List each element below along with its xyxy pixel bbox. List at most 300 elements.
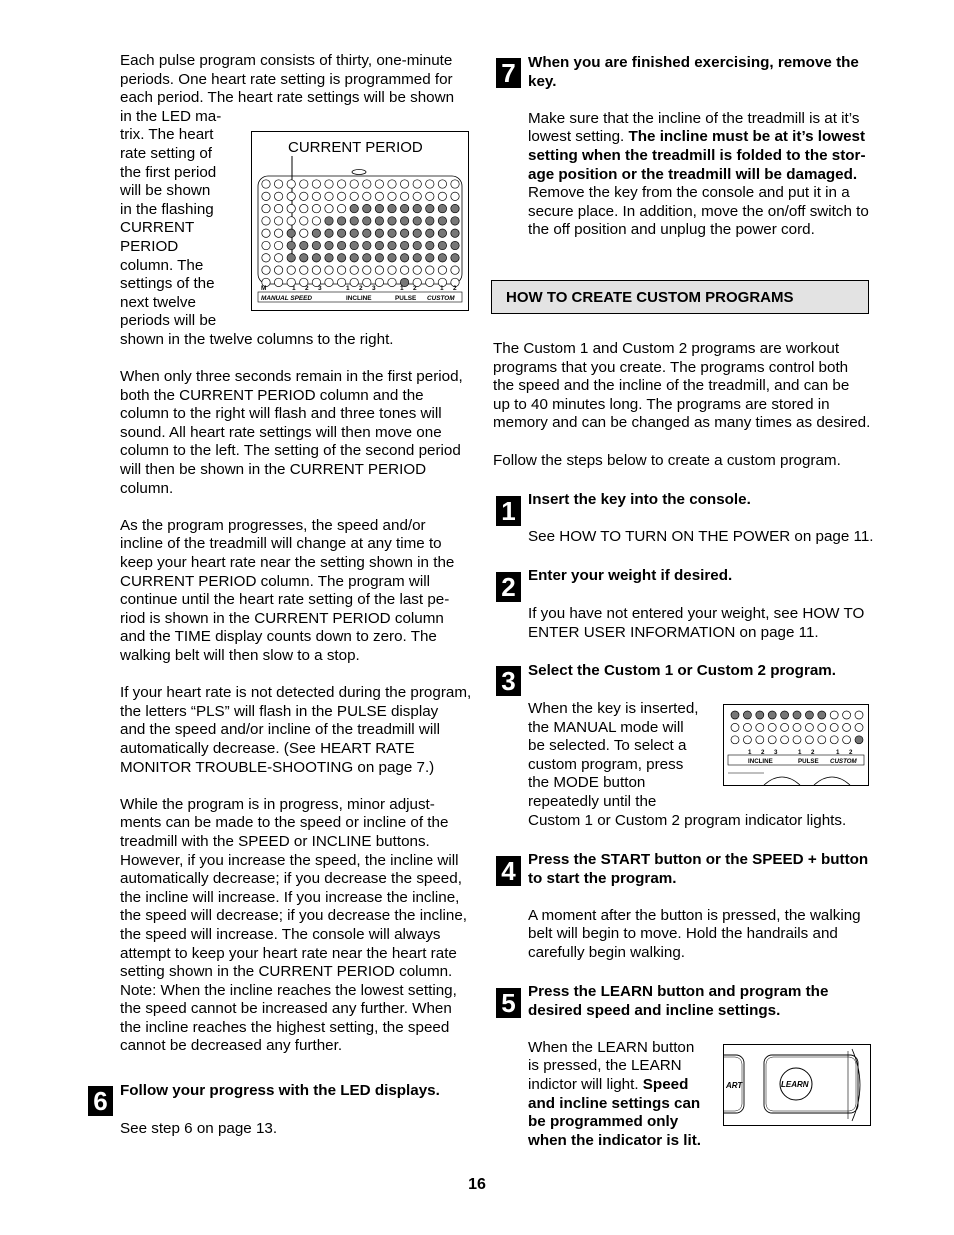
led-dot [805, 723, 813, 731]
led-dot [413, 266, 421, 274]
led-dot [438, 241, 446, 249]
p1-line: in the LED ma- [120, 107, 222, 125]
current-period-label: CURRENT PERIOD [288, 139, 423, 156]
step-4 [528, 851, 880, 963]
p1-line: Each pulse program consists of thirty, one-minute [120, 52, 453, 69]
body-text: indictor will light. [528, 1075, 643, 1093]
led-dot [731, 711, 739, 719]
body-text: secure place. In addition, move the on/off switch to [528, 202, 869, 220]
led-dot [262, 229, 270, 237]
p5-line: While the program is in progress, minor adjust- [120, 795, 435, 813]
led-dot [312, 266, 320, 274]
p3-line: riod is shown in the CURRENT PERIOD column [120, 609, 444, 627]
matrix-digit: 2 [305, 285, 309, 292]
led-dot [363, 229, 371, 237]
matrix-digit: 2 [359, 285, 363, 292]
p4-line: MONITOR TROUBLE-SHOOTING on page 7.) [120, 758, 435, 776]
led-dot [843, 723, 851, 731]
body-bold-text: setting when the treadmill is folded to the stor- [528, 146, 866, 164]
led-dot [337, 204, 345, 212]
body-text: Make sure that the incline of the treadmill is at it’s [528, 109, 860, 127]
section-heading: HOW TO CREATE CUSTOM PROGRAMS [506, 289, 794, 306]
led-dot [325, 254, 333, 262]
led-dot [743, 723, 751, 731]
paragraph-5 [120, 796, 472, 1056]
led-dot [451, 229, 459, 237]
led-dot [388, 217, 396, 225]
section-heading-box [491, 280, 869, 314]
step-4-body-line: carefully begin walking. [528, 943, 686, 961]
led-dot [793, 711, 801, 719]
led-dot [426, 217, 434, 225]
matrix-digit: M [261, 285, 267, 292]
led-dot [287, 254, 295, 262]
led-dot [768, 723, 776, 731]
body-text: the off position and unplug the power cord. [528, 221, 815, 239]
led-dot [830, 723, 838, 731]
led-dot [312, 180, 320, 188]
led-dot [400, 241, 408, 249]
p3-line: As the program progresses, the speed and/or [120, 516, 426, 534]
led-matrix-figure [251, 131, 469, 311]
step-7-title-line: When you are finished exercising, remove the [528, 54, 859, 71]
indicator-light [352, 170, 366, 175]
body-line [528, 221, 880, 240]
led-dot [375, 192, 383, 200]
led-dot [793, 736, 801, 744]
matrix-digit: 3 [372, 285, 376, 292]
led-dot [388, 254, 396, 262]
p2-line: sound. All heart rate settings will then move one [120, 423, 442, 441]
led-dot [274, 180, 282, 188]
led-dot [438, 229, 446, 237]
p5-line: treadmill with the SPEED or INCLINE buttons. [120, 832, 430, 850]
led-dot [312, 192, 320, 200]
mini-dot-grid [731, 711, 863, 744]
led-dot [413, 217, 421, 225]
body-bold-text: when the indicator is lit. [528, 1131, 701, 1149]
led-dot [337, 180, 345, 188]
p5-line: setting shown in the CURRENT PERIOD column. [120, 963, 453, 981]
led-dot [438, 204, 446, 212]
led-dot [756, 736, 764, 744]
step-7-badge: 7 [496, 58, 521, 88]
p4-line: the letters “PLS” will flash in the PULSE display [120, 702, 439, 720]
intro-line: memory and can be changed as many times as desired. [493, 414, 871, 432]
led-dot [400, 180, 408, 188]
p2-line: both the CURRENT PERIOD column and the [120, 386, 424, 404]
led-dot [325, 217, 333, 225]
step-6-body: See step 6 on page 13. [120, 1120, 278, 1137]
led-dot [426, 192, 434, 200]
step-7-body [528, 110, 880, 240]
paragraph-3 [120, 517, 472, 666]
body-bold-text: be programmed only [528, 1113, 679, 1131]
p5-line: automatically decrease; if you decrease the speed, [120, 870, 462, 888]
matrix-digit: 1 [440, 285, 444, 292]
led-dot [300, 192, 308, 200]
page-number: 16 [468, 1176, 486, 1193]
step-3-badge: 3 [496, 666, 521, 696]
led-dot [312, 229, 320, 237]
body-line [528, 203, 880, 222]
step-4-badge: 4 [496, 856, 521, 886]
p1-narrow-line: rate setting of [120, 144, 213, 162]
intro-line: up to 40 minutes long. The programs are stored in [493, 395, 830, 413]
led-dot [262, 254, 270, 262]
body-text: is pressed, the LEARN [528, 1057, 682, 1075]
led-dot [363, 241, 371, 249]
led-dot [451, 192, 459, 200]
follow-steps-text: Follow the steps below to create a custom program. [493, 451, 841, 469]
led-dot [451, 217, 459, 225]
step-3-body-line: custom program, press [528, 755, 684, 773]
learn-button-outline [764, 1055, 858, 1113]
p1-narrow-line: trix. The heart [120, 126, 214, 144]
led-dot [426, 180, 434, 188]
led-dot [350, 192, 358, 200]
led-dot [262, 180, 270, 188]
led-dot [400, 229, 408, 237]
led-dot [375, 217, 383, 225]
intro-line: The Custom 1 and Custom 2 programs are workout [493, 340, 840, 357]
led-dot [312, 217, 320, 225]
led-dot [388, 192, 396, 200]
led-dot [337, 192, 345, 200]
label-custom: CUSTOM [427, 295, 455, 302]
step-3-title: Select the Custom 1 or Custom 2 program. [528, 662, 837, 679]
label-incline: INCLINE [346, 295, 372, 302]
led-dot [287, 180, 295, 188]
led-dot [388, 241, 396, 249]
led-dot [388, 266, 396, 274]
p2-line: column to the right will flash and three tones will [120, 405, 442, 423]
p5-line: However, if you increase the speed, the incline will [120, 851, 459, 869]
paragraph-2 [120, 368, 472, 498]
learn-button-svg [724, 1045, 870, 1125]
led-dot [818, 711, 826, 719]
step-7 [528, 54, 880, 240]
led-dot [363, 192, 371, 200]
led-dot [426, 254, 434, 262]
label-pulse: PULSE [395, 295, 417, 302]
led-dot [451, 266, 459, 274]
led-dot [451, 254, 459, 262]
mini-digit: 1 [836, 749, 840, 756]
led-dot [262, 204, 270, 212]
p1-narrow-line: next twelve [120, 293, 196, 311]
p4-line: and the speed and/or incline of the treadmill will [120, 721, 440, 739]
p3-line: continue until the heart rate setting of the last pe- [120, 591, 450, 609]
p1-narrow-line: column. The [120, 256, 204, 274]
step-2-body [528, 605, 864, 642]
p5-line: the incline reaches the highest setting, the speed [120, 1018, 450, 1036]
p1-narrow-line: settings of the [120, 275, 215, 293]
p5-line: attempt to keep your heart rate near the heart rate [120, 944, 457, 962]
led-dot [337, 241, 345, 249]
step-6-badge: 6 [88, 1086, 113, 1116]
p5-line: Note: When the incline reaches the lowest setting, [120, 981, 457, 999]
led-dot [375, 229, 383, 237]
led-dot [793, 723, 801, 731]
led-dot [413, 180, 421, 188]
label-manual-speed: MANUAL SPEED [261, 295, 313, 302]
led-dot [426, 229, 434, 237]
led-dot [438, 266, 446, 274]
led-dot [287, 266, 295, 274]
led-dot [350, 204, 358, 212]
matrix-digit: 1 [400, 285, 404, 292]
led-dot [451, 241, 459, 249]
matrix-digit: 2 [453, 285, 457, 292]
body-line [528, 110, 880, 129]
step-3-body-line: the MODE button [528, 774, 646, 792]
led-dot [375, 204, 383, 212]
step-4-body [528, 907, 880, 963]
led-dot [274, 217, 282, 225]
led-dot [325, 266, 333, 274]
led-dot [287, 241, 295, 249]
body-text: lowest setting. [528, 128, 629, 146]
step-4-title-line: to start the program. [528, 869, 677, 887]
led-dot [400, 217, 408, 225]
led-dot [274, 229, 282, 237]
led-dot [363, 180, 371, 188]
step-4-body-line: A moment after the button is pressed, the walking [528, 906, 861, 924]
learn-button-label: LEARN [781, 1080, 809, 1089]
p1-narrow-line: periods will be [120, 312, 217, 330]
step-2-badge: 2 [496, 572, 521, 602]
p5-line: ments can be made to the speed or incline of the [120, 814, 449, 832]
led-dot [375, 241, 383, 249]
led-dot [413, 254, 421, 262]
led-dot [350, 278, 358, 286]
led-dot [818, 736, 826, 744]
led-dot [830, 736, 838, 744]
led-dot [413, 192, 421, 200]
p2-line: will then be shown in the CURRENT PERIOD [120, 461, 427, 479]
led-dot [337, 217, 345, 225]
mini-digit: 2 [811, 749, 815, 756]
led-dot [325, 229, 333, 237]
intro-line: the speed and the incline of the treadmill, and can be [493, 377, 850, 395]
led-dot [262, 266, 270, 274]
p1-narrow-line: in the flashing [120, 200, 214, 218]
led-dot [756, 723, 764, 731]
p1-tail: shown in the twelve columns to the right. [120, 330, 394, 348]
led-dot [400, 204, 408, 212]
led-dot [388, 229, 396, 237]
led-dot [756, 711, 764, 719]
mini-digit: 2 [761, 749, 765, 756]
led-dot [426, 266, 434, 274]
learn-button-figure [723, 1044, 871, 1126]
step-3-body-line: repeatedly until the [528, 792, 657, 810]
mini-digit: 1 [748, 749, 752, 756]
step-3-body-line: Custom 1 or Custom 2 program indicator lights. [528, 811, 847, 829]
step-2-body-line: If you have not entered your weight, see HOW TO [528, 605, 865, 622]
led-dot [375, 254, 383, 262]
body-text: When the LEARN button [528, 1038, 695, 1056]
step-3-body-line: When the key is inserted, [528, 700, 699, 717]
matrix-digit: 1 [346, 285, 350, 292]
led-dot [426, 278, 434, 286]
mini-label-custom: CUSTOM [830, 758, 857, 765]
led-dot [287, 217, 295, 225]
led-dot [805, 711, 813, 719]
step-4-title-line: Press the START button or the SPEED + button [528, 851, 869, 868]
p2-line: column to the left. The setting of the second period [120, 442, 461, 460]
body-line [528, 128, 880, 147]
p1-narrow-line: will be shown [120, 182, 211, 200]
led-dot [400, 266, 408, 274]
mini-button-arc-2 [814, 777, 850, 785]
p5-line: the speed cannot be increased any further. When [120, 1000, 452, 1018]
p3-line: and the TIME display counts down to zero. The [120, 628, 437, 646]
led-dot [363, 217, 371, 225]
led-dot [300, 266, 308, 274]
led-dot [287, 229, 295, 237]
matrix-digit: 2 [413, 285, 417, 292]
body-line [528, 1132, 880, 1151]
body-bold-text: Speed [642, 1075, 689, 1093]
led-dot [388, 204, 396, 212]
p2-line: When only three seconds remain in the first period, [120, 368, 463, 386]
led-dot [262, 217, 270, 225]
led-dot [843, 736, 851, 744]
led-dot [363, 204, 371, 212]
led-dot [830, 711, 838, 719]
led-dot-grid [262, 180, 459, 287]
p1-line: each period. The heart rate settings will be shown [120, 89, 455, 107]
led-dot [363, 254, 371, 262]
led-dot [363, 278, 371, 286]
step-7-title-line: key. [528, 72, 557, 90]
led-dot [375, 278, 383, 286]
led-dot [274, 241, 282, 249]
led-dot [855, 723, 863, 731]
led-dot [300, 217, 308, 225]
led-dot [262, 241, 270, 249]
body-line [528, 147, 880, 166]
body-bold-text: age position or the treadmill will be damaged. [528, 165, 858, 183]
led-dot [743, 711, 751, 719]
mini-label-pulse: PULSE [798, 758, 819, 765]
p5-line: the speed will decrease; if you decrease the incline, [120, 907, 467, 925]
p5-line: cannot be decreased any further. [120, 1037, 343, 1055]
p1-line: periods. One heart rate setting is programmed for [120, 70, 453, 88]
intro-line: programs that you create. The programs control both [493, 358, 849, 376]
led-dot [413, 229, 421, 237]
mini-matrix-figure [723, 704, 869, 786]
led-dot [451, 204, 459, 212]
led-dot [451, 180, 459, 188]
p3-line: CURRENT PERIOD column. The program will [120, 572, 431, 590]
led-dot [426, 241, 434, 249]
led-dot [300, 180, 308, 188]
led-dot [768, 736, 776, 744]
paragraph-4 [120, 684, 472, 777]
start-button-label: ART [726, 1081, 743, 1090]
led-dot [350, 180, 358, 188]
body-bold-text: The incline must be at it’s lowest [628, 128, 866, 146]
led-dot [350, 217, 358, 225]
led-dot [287, 192, 295, 200]
led-dot [781, 736, 789, 744]
mini-digit: 2 [849, 749, 853, 756]
led-dot [274, 278, 282, 286]
led-dot [337, 229, 345, 237]
p4-line: If your heart rate is not detected during the program, [120, 684, 472, 702]
led-dot [743, 736, 751, 744]
led-dot [274, 254, 282, 262]
led-dot [438, 192, 446, 200]
step-5-title-line: desired speed and incline settings. [528, 1001, 781, 1019]
led-dot [287, 204, 295, 212]
led-dot [350, 241, 358, 249]
led-dot [426, 204, 434, 212]
led-dot [400, 254, 408, 262]
step-2-title: Enter your weight if desired. [528, 567, 733, 584]
led-dot [731, 723, 739, 731]
p5-line: the incline will increase. If you increase the incline, [120, 888, 460, 906]
p3-line: keep your heart rate near the setting shown in the [120, 554, 455, 572]
mini-digit: 3 [774, 749, 778, 756]
led-dot [855, 736, 863, 744]
led-dot [274, 266, 282, 274]
step-4-body-line: belt will begin to move. Hold the handrails and [528, 925, 838, 943]
led-dot [438, 254, 446, 262]
mini-matrix-svg [724, 705, 868, 785]
led-dot [312, 241, 320, 249]
led-dot [388, 278, 396, 286]
led-dot [325, 192, 333, 200]
body-bold-text: and incline settings can [528, 1094, 701, 1112]
led-dot [438, 180, 446, 188]
step-1-body: See HOW TO TURN ON THE POWER on page 11. [528, 528, 874, 545]
led-dot [300, 241, 308, 249]
step-3-body-line: be selected. To select a [528, 737, 687, 755]
step-5-badge: 5 [496, 988, 521, 1018]
led-dot [375, 266, 383, 274]
led-matrix-svg [252, 132, 468, 310]
p1-narrow-line: the first period [120, 163, 217, 181]
p2-line: column. [120, 479, 174, 497]
intro-paragraph [493, 340, 883, 470]
p5-line: the speed will increase. The console will always [120, 925, 441, 943]
led-dot [363, 266, 371, 274]
body-text: Remove the key from the console and put it in a [528, 184, 850, 202]
led-dot [805, 736, 813, 744]
led-dot [438, 217, 446, 225]
mini-button-arc-1 [764, 777, 800, 785]
led-dot [413, 241, 421, 249]
led-dot [768, 711, 776, 719]
mini-digit: 1 [798, 749, 802, 756]
p4-line: automatically decrease. (See HEART RATE [120, 739, 415, 757]
led-dot [731, 736, 739, 744]
led-dot [337, 254, 345, 262]
led-dot [262, 192, 270, 200]
led-dot [375, 180, 383, 188]
p3-line: walking belt will then slow to a stop. [120, 647, 360, 664]
led-dot [274, 192, 282, 200]
led-dot [350, 229, 358, 237]
led-dot [350, 266, 358, 274]
step-1-title: Insert the key into the console. [528, 491, 751, 508]
step-5-title-line: Press the LEARN button and program the [528, 983, 829, 1000]
led-dot [400, 192, 408, 200]
